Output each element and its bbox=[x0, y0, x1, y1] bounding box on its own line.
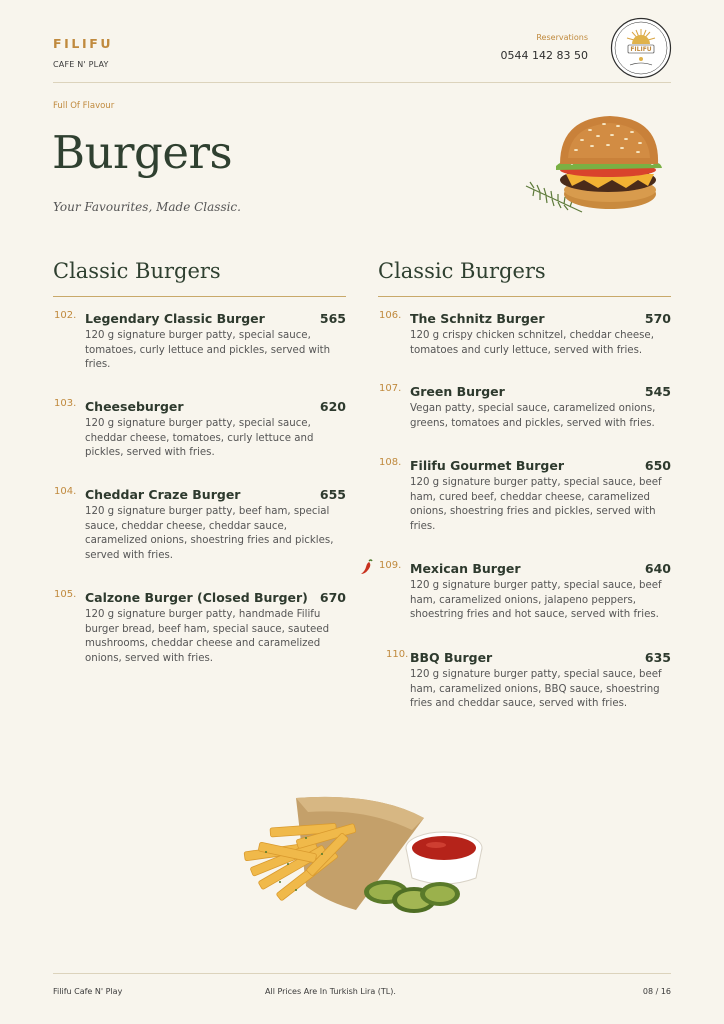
item-description: 120 g signature burger patty, special sauce, cheddar cheese, tomatoes, curly lettuce and pickles, served with fries. bbox=[85, 418, 314, 459]
item-name: Legendary Classic Burger bbox=[85, 311, 265, 326]
item-price: 565 bbox=[319, 311, 346, 326]
item-price: 635 bbox=[644, 650, 671, 665]
item-name: The Schnitz Burger bbox=[410, 311, 545, 326]
item-description: 120 g signature burger patty, special sauce, tomatoes, curly lettuce and pickles, served with fries. bbox=[85, 330, 331, 371]
header-divider bbox=[53, 82, 671, 83]
item-number: 106. bbox=[379, 310, 402, 321]
item-name: Green Burger bbox=[410, 384, 505, 399]
item-price: 650 bbox=[644, 458, 671, 473]
brand-name: FILIFU bbox=[53, 36, 114, 51]
footer-divider bbox=[53, 973, 671, 974]
item-description: 120 g signature burger patty, special sauce, beef ham, caramelized onions, jalapeno peppers, shoestring fries and hot sauce, served with fries. bbox=[410, 580, 662, 621]
item-price: 545 bbox=[644, 384, 671, 399]
brand-tagline: CAFE N' PLAY bbox=[53, 60, 109, 69]
section-rule-left bbox=[53, 296, 346, 297]
hero-kicker: Full Of Flavour bbox=[53, 101, 115, 111]
item-description: 120 g signature burger patty, handmade Filifu burger bread, beef ham, special sauce, sauteed mushrooms, cheddar cheese and caramelized onions, served with fries. bbox=[85, 609, 330, 664]
item-description: 120 g signature burger patty, beef ham, special sauce, cheddar cheese, cheddar sauce, caramelized onions, shoestring fries and pickles, served with fries. bbox=[85, 506, 334, 561]
section-rule-right bbox=[378, 296, 671, 297]
item-name: Filifu Gourmet Burger bbox=[410, 458, 565, 473]
item-description: Vegan patty, special sauce, caramelized onions, greens, tomatoes and pickles, served with fries. bbox=[410, 403, 656, 429]
item-price: 570 bbox=[644, 311, 671, 326]
item-number: 110. bbox=[386, 649, 409, 660]
page-title: Burgers bbox=[52, 126, 233, 179]
item-name: BBQ Burger bbox=[410, 650, 493, 665]
logo-text: FILIFU bbox=[630, 46, 652, 54]
brand-block bbox=[53, 36, 113, 69]
item-number: 104. bbox=[54, 486, 77, 497]
footer-note: All Prices Are In Turkish Lira (TL). bbox=[265, 987, 396, 996]
reservations-label: Reservations bbox=[536, 33, 588, 42]
item-name: Cheddar Craze Burger bbox=[85, 487, 241, 502]
item-description: 120 g signature burger patty, special sauce, beef ham, cured beef, cheddar cheese, caramelized onions, shoestring fries and pickles, served with fries. bbox=[410, 477, 662, 532]
footer-brand: Filifu Cafe N' Play bbox=[53, 987, 123, 996]
reservations-phone[interactable]: 0544 142 83 50 bbox=[500, 49, 588, 62]
reservations-block bbox=[501, 33, 588, 62]
chili-pepper-icon bbox=[359, 559, 373, 575]
item-number: 107. bbox=[379, 383, 402, 394]
item-price: 655 bbox=[319, 487, 346, 502]
item-number: 105. bbox=[54, 589, 77, 600]
item-number: 103. bbox=[54, 398, 77, 409]
item-name: Mexican Burger bbox=[410, 561, 521, 576]
page-subtitle: Your Favourites, Made Classic. bbox=[53, 200, 241, 214]
brand-logo bbox=[610, 17, 672, 79]
item-number: 102. bbox=[54, 310, 77, 321]
item-price: 670 bbox=[319, 590, 346, 605]
item-description: 120 g crispy chicken schnitzel, cheddar cheese, tomatoes and curly lettuce, served with fries. bbox=[410, 330, 654, 356]
fries-image bbox=[236, 790, 492, 928]
item-price: 620 bbox=[319, 399, 346, 414]
page-number: 08 / 16 bbox=[642, 987, 671, 996]
item-number: 108. bbox=[379, 457, 402, 468]
section-title-right: Classic Burgers bbox=[378, 259, 546, 283]
item-price: 640 bbox=[644, 561, 671, 576]
item-number: 109. bbox=[379, 560, 402, 571]
burger-image bbox=[520, 108, 670, 220]
section-title-left: Classic Burgers bbox=[53, 259, 221, 283]
item-name: Calzone Burger (Closed Burger) bbox=[85, 590, 308, 605]
item-description: 120 g signature burger patty, special sauce, beef ham, caramelized onions, BBQ sauce, shoestring fries and cheddar sauce, served with fries. bbox=[410, 669, 662, 710]
item-name: Cheeseburger bbox=[85, 399, 184, 414]
